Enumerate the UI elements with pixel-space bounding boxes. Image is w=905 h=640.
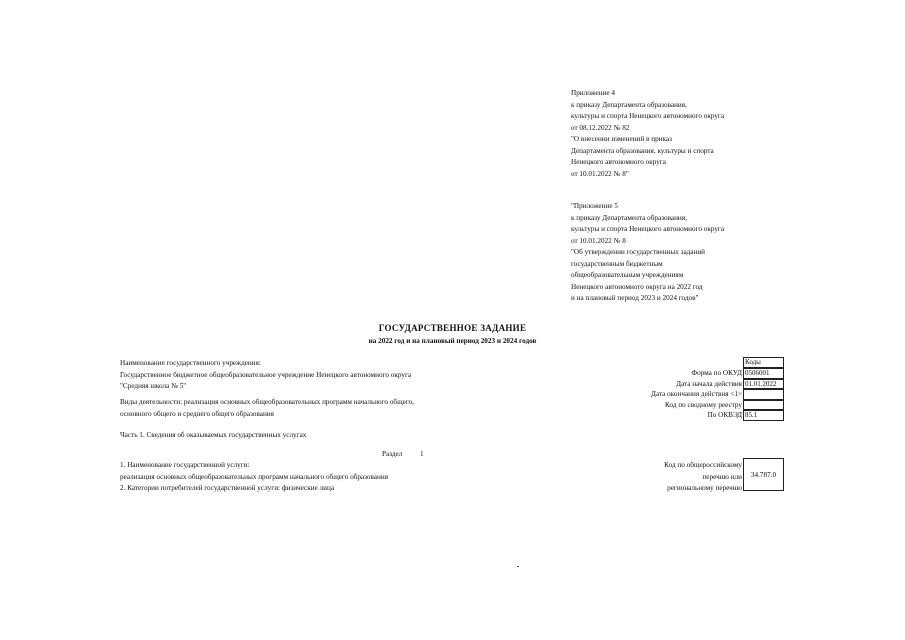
appendix-5-line: "Об утверждении государственных заданий [571,248,706,256]
document-subtitle: на 2022 год и на плановый период 2023 и 2024 годов [368,337,537,345]
appendix-5-line: "Приложение 5 [571,202,618,210]
okved-label: По ОКВЭД [707,411,742,419]
start-date-value: 01.01.2022 [743,379,784,390]
okud-value: 0506001 [743,368,784,379]
service-name-value: реализация основных общеобразовательных программ начального общего образования [120,472,388,481]
appendix-5-line: от 10.01.2022 № 8 [571,236,626,245]
end-date-label: Дата окончания действия <1> [651,390,742,398]
list-code-label [664,460,742,495]
end-date-value [743,389,784,400]
list-code-value: 34.787.0 [743,458,784,491]
list-code-label-line: перечню или [702,472,742,481]
appendix-5-line: Ненецкого автономного округа на 2022 год [571,282,703,291]
list-code-label-line: Код по общероссийскому [664,461,742,469]
appendix-4-line: Департамента образования, культуры и спорта [571,146,714,155]
service-block [120,460,388,495]
codes-header: Коды [743,357,784,368]
appendix-4-header [571,88,724,180]
appendix-5-line: к приказу Департамента образования, [571,213,687,222]
appendix-5-header [571,201,724,305]
consumer-category: 2. Категории потребителей государственной услуги: физические лица [120,484,335,492]
service-name-label: 1. Наименование государственной услуги: [120,461,250,469]
scan-speck [517,566,519,567]
section-label: Раздел [382,450,403,458]
appendix-5-line: культуры и спорта Ненецкого автономного округа [571,225,725,233]
activity-line: основного общего и среднего общего образования [120,409,274,418]
activity-line: Виды деятельности: реализация основных общеобразовательных программ начального общего, [120,398,414,406]
registry-label: Код по сводному реестру [665,400,742,409]
document-title: ГОСУДАРСТВЕННОЕ ЗАДАНИЕ [378,323,527,333]
appendix-4-line: культуры и спорта Ненецкого автономного округа [571,112,725,120]
institution-label: Наименование государственного учреждения: [120,359,261,367]
appendix-4-line: от 10.01.2022 № 8" [571,169,629,178]
okud-label: Форма по ОКУД [691,369,742,377]
appendix-4-line: к приказу Департамента образования, [571,100,687,109]
appendix-4-line: Приложение 4 [571,89,615,97]
list-code-label-line: региональному перечню [667,484,742,492]
section-number: 1 [419,450,424,458]
appendix-4-line: Ненецкого автономного округа [571,158,666,166]
start-date-label: Дата начала действия [676,379,742,388]
registry-value [743,400,784,411]
appendix-4-line: "О внесении изменений в приказ [571,135,672,143]
institution-name: Государственное бюджетное общеобразовательное учреждение Ненецкого автономного округа [120,370,412,379]
institution-block [120,358,411,393]
okved-value: 85.1 [743,410,784,421]
appendix-5-line: и на плановый период 2023 и 2024 годов" [571,294,699,302]
institution-short-name: "Средняя школа № 5" [120,382,187,390]
appendix-5-line: государственным бюджетным [571,259,663,268]
appendix-5-line: общеобразовательным учреждениям [571,271,684,279]
appendix-4-line: от 08.12.2022 № 82 [571,123,630,132]
activity-block [120,397,414,420]
part-1-heading: Часть 1. Сведения об оказываемых государственных услугах [120,431,307,439]
section-heading [382,449,424,461]
